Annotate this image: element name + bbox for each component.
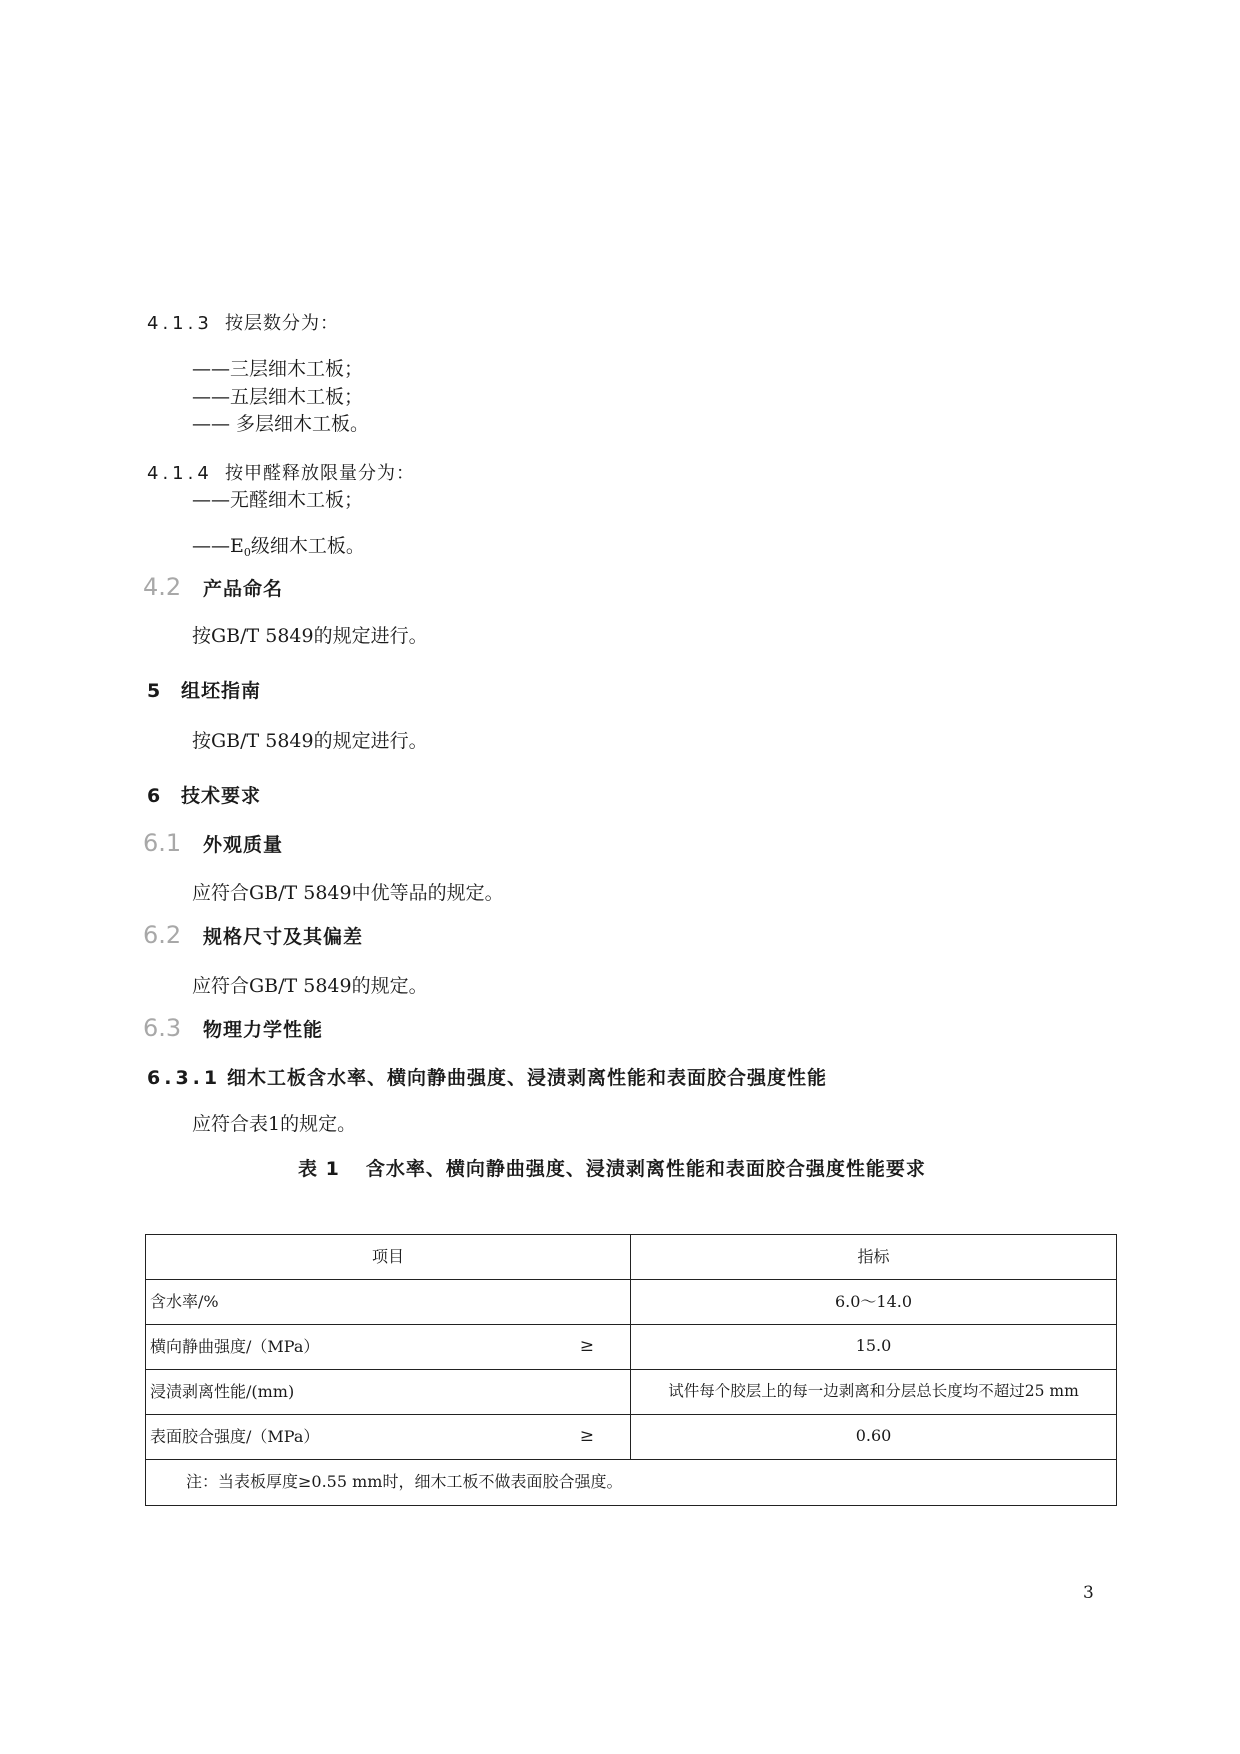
table-caption-text: 含水率、横向静曲强度、浸渍剥离性能和表面胶合强度性能要求 bbox=[365, 1158, 926, 1180]
subsection-4-1-3-heading bbox=[147, 309, 339, 335]
chapter-number: 5 bbox=[147, 680, 162, 702]
chapter-5-heading bbox=[147, 676, 261, 703]
row-item: 浸渍剥离性能/(mm) bbox=[150, 1381, 295, 1401]
row-value-cell: 试件每个胶层上的每一边剥离和分层总长度均不超过25 mm bbox=[631, 1370, 1117, 1415]
section-number: 6.3 bbox=[143, 1014, 182, 1042]
table-caption-number: 表 1 bbox=[298, 1158, 340, 1180]
table-row bbox=[146, 1415, 1117, 1460]
e0-suffix: 级细木工板。 bbox=[250, 535, 365, 557]
section-number: 6.2 bbox=[143, 921, 182, 949]
chapter-title: 组坯指南 bbox=[181, 680, 262, 702]
body-paragraph: 按GB/T 5849的规定进行。 bbox=[192, 730, 428, 752]
list-item: ——无醛细木工板； bbox=[192, 489, 364, 511]
subsection-number: 4.1.4 bbox=[147, 463, 213, 484]
table-row bbox=[146, 1370, 1117, 1415]
table-row bbox=[146, 1280, 1117, 1325]
row-item: 含水率/% bbox=[150, 1291, 219, 1311]
subsection-title: 细木工板含水率、横向静曲强度、浸渍剥离性能和表面胶合强度性能 bbox=[227, 1067, 828, 1089]
section-6-2-heading bbox=[143, 921, 363, 949]
row-value-cell: 6.0～14.0 bbox=[631, 1280, 1117, 1325]
table-note-row bbox=[146, 1460, 1117, 1506]
list-item: ——五层细木工板； bbox=[192, 386, 364, 408]
table-header-row bbox=[146, 1235, 1117, 1280]
body-paragraph: 按GB/T 5849的规定进行。 bbox=[192, 625, 428, 647]
subsection-6-3-1-heading bbox=[147, 1063, 827, 1090]
list-item: —— 多层细木工板。 bbox=[192, 413, 370, 435]
section-6-3-heading bbox=[143, 1014, 323, 1042]
row-item-cell bbox=[146, 1280, 631, 1325]
chapter-6-heading bbox=[147, 781, 261, 808]
body-paragraph: 应符合表1的规定。 bbox=[192, 1113, 357, 1135]
e0-subscript: 0 bbox=[243, 546, 251, 559]
section-6-1-heading bbox=[143, 829, 283, 857]
row-item: 横向静曲强度/（MPa） bbox=[150, 1336, 320, 1356]
section-title: 产品命名 bbox=[203, 578, 284, 600]
table-row bbox=[146, 1325, 1117, 1370]
section-title: 规格尺寸及其偏差 bbox=[203, 926, 364, 948]
table-caption bbox=[298, 1154, 926, 1181]
table-note: 注：当表板厚度≥0.55 mm时，细木工板不做表面胶合强度。 bbox=[146, 1460, 1117, 1506]
geq-symbol: ≥ bbox=[579, 1336, 594, 1356]
subsection-4-1-4-heading bbox=[147, 459, 415, 485]
row-value-cell: 0.60 bbox=[631, 1415, 1117, 1460]
requirements-table bbox=[145, 1234, 1117, 1506]
chapter-number: 6 bbox=[147, 785, 162, 807]
body-paragraph: 应符合GB/T 5849中优等品的规定。 bbox=[192, 882, 504, 904]
row-item-cell bbox=[146, 1370, 631, 1415]
section-number: 6.1 bbox=[143, 829, 182, 857]
section-title: 物理力学性能 bbox=[203, 1019, 324, 1041]
e0-prefix: ——E bbox=[192, 535, 244, 557]
subsection-number: 4.1.3 bbox=[147, 313, 213, 334]
subsection-text: 按甲醛释放限量分为： bbox=[225, 463, 415, 484]
row-item-cell bbox=[146, 1415, 631, 1460]
list-item-e0 bbox=[192, 531, 365, 559]
page-number: 3 bbox=[1083, 1583, 1094, 1603]
subsection-number: 6.3.1 bbox=[147, 1067, 222, 1089]
subsection-text: 按层数分为： bbox=[225, 313, 339, 334]
geq-symbol: ≥ bbox=[579, 1426, 594, 1446]
section-title: 外观质量 bbox=[203, 834, 284, 856]
chapter-title: 技术要求 bbox=[181, 785, 262, 807]
header-value: 指标 bbox=[631, 1235, 1117, 1280]
section-4-2-heading bbox=[143, 573, 283, 601]
body-paragraph: 应符合GB/T 5849的规定。 bbox=[192, 975, 428, 997]
row-value-cell: 15.0 bbox=[631, 1325, 1117, 1370]
header-item: 项目 bbox=[146, 1235, 631, 1280]
row-item-cell bbox=[146, 1325, 631, 1370]
row-item: 表面胶合强度/（MPa） bbox=[150, 1426, 320, 1446]
section-number: 4.2 bbox=[143, 573, 182, 601]
list-item: ——三层细木工板； bbox=[192, 358, 364, 380]
